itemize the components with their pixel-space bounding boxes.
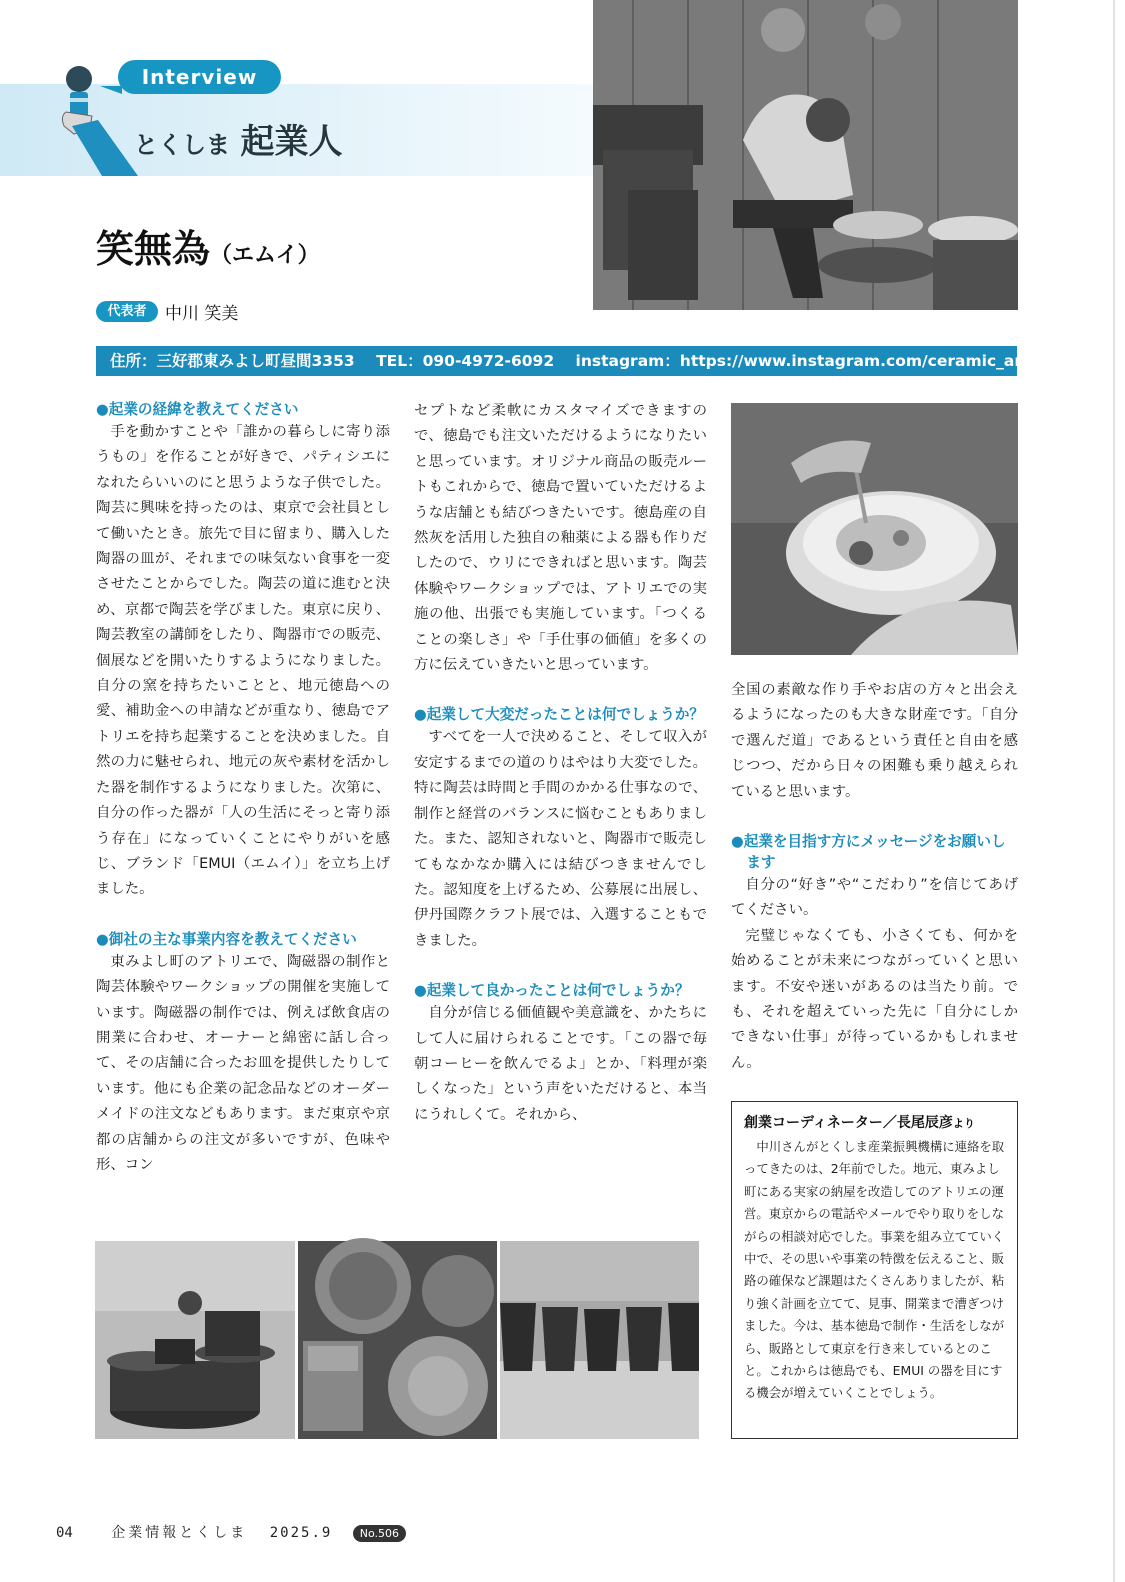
photo-textured-plates — [298, 1241, 497, 1439]
company-name-text: 笑無為 — [96, 226, 211, 271]
section-gap — [414, 954, 707, 980]
paragraph: 全国の素敵な作り手やお店の方々と出会えるようになったのも大きな財産です。「自分で選んだ道」であるという責任と自由を感じつつ、だから日々の困難も乗り越えられていると思います。 — [731, 682, 1018, 800]
representative-name: 中川 笑美 — [165, 304, 239, 324]
magazine-name: 企業情報とくしま — [111, 1525, 248, 1541]
section-gap — [414, 678, 707, 704]
section-heading: ●起業の経緯を教えてください — [96, 401, 299, 418]
paragraph: セプトなど柔軟にカスタマイズできますので、徳島でも注文いただけるようになりたいと思っています。オリジナル商品の販売ルートもこれからで、徳島で置いていただけるような店舗とも結びつきたいです。徳島産の自然灰を活用した独自の釉薬による器も作りだしたので、ウリにできればと思います。陶芸体験やワークショップでは、アトリエでの実施の他、出張でも実施しています。「つくることの楽しさ」や「手仕事の価値」を多くの方に伝えていきたいと思っています。 — [414, 403, 707, 674]
coordinator-title-text: 創業コーディネーター／長尾辰彦 — [744, 1115, 953, 1131]
representative-badge: 代表者 — [96, 301, 158, 322]
interview-badge: Interview — [118, 60, 281, 94]
article-column-3 — [731, 678, 1018, 1076]
paragraph: 自分が信じる価値観や美意識を、かたちにして人に届けられることです。「この器で毎朝コーヒーを飲んでるよ」とか、「料理が楽しくなった」という声をいただけると、本当にうれしくて。それから、 — [414, 1005, 707, 1123]
company-reading: （エムイ） — [210, 243, 320, 268]
photo-potter-at-wheel — [593, 0, 1018, 310]
series-title-main: 起業人 — [240, 122, 343, 162]
article-column-2 — [414, 399, 707, 1128]
address-text: 住所：三好郡東みよし町昼間3353 — [110, 352, 355, 370]
page-footer — [56, 1522, 406, 1542]
series-title-prefix: とくしま — [134, 131, 230, 159]
tel-text: TEL：090-4972-6092 — [376, 352, 555, 370]
paragraph: 完璧じゃなくても、小さくても、何かを始めることが未来につながっていくと思います。不安や迷いがあるのは当たり前。でも、それを超えていった先に「自分にしかできない仕事」が待っているかもしれません。 — [731, 927, 1018, 1071]
coordinator-title — [744, 1112, 1009, 1132]
paragraph: 東みよし町のアトリエで、陶磁器の制作と陶芸体験やワークショップの開催を実施しています。陶磁器の制作では、例えば飲食店の開業に合わせ、オーナーと綿密に話し合って、その店舗に合ったお皿を提供したりしています。他にも企業の記念品などのオーダーメイドの注文などもあります。まだ東京や京都の店舗からの注文が多いですが、色味や形、コン — [96, 953, 390, 1173]
section-heading: ●起業して良かったことは何でしょうか？ — [414, 982, 690, 1000]
page-edge-rule — [1113, 0, 1115, 1582]
contact-info-bar — [96, 346, 1081, 376]
section-heading: ●起業して大変だったことは何でしょうか？ — [414, 706, 705, 724]
photo-cups-row — [500, 1241, 699, 1439]
photo-stacked-dishes — [95, 1241, 295, 1439]
company-name — [96, 218, 320, 273]
instagram-link[interactable]: instagram：https://www.instagram.com/ceramic_art_emui — [575, 352, 1081, 370]
coordinator-comment-box — [731, 1101, 1018, 1439]
photo-bowl-dessert — [731, 403, 1018, 655]
section-gap — [96, 903, 390, 929]
section-heading: ●起業を目指す方にメッセージをお願いします — [731, 833, 1006, 872]
coordinator-body: 中川さんがとくしま産業振興機構に連絡を取ってきたのは、2年前でした。地元、東みよし町にある実家の納屋を改造してのアトリエの運営。東京からの電話やメールでやり取りをしながらの相談対応でした。事業を組み立てていく中で、その思いや事業の特徴を伝えること、販路の確保など課題はたくさんありましたが、粘り強く計画を立てて、見事、開業まで漕ぎつけました。今は、基本徳島で制作・生活をしながら、販路として東京を行き来しているとのこと。これからは徳島でも、EMUI の器を目にする機会が増えていくことでしょう。 — [744, 1139, 1005, 1401]
section-gap — [731, 805, 1018, 831]
article-column-1 — [96, 399, 390, 1178]
series-title — [134, 114, 342, 163]
coordinator-title-suffix: より — [952, 1117, 975, 1130]
page-number: 04 — [56, 1525, 73, 1541]
paragraph: 手を動かすことや「誰かの暮らしに寄り添うもの」を作ることが好きで、パティシエになれたらいいのにと思うような子供でした。陶芸に興味を持ったのは、東京で会社員として働いたとき。旅先で目に留まり、購入した陶器の皿が、それまでの味気ない食事を一変させたことからでした。陶芸の道に進むと決め、京都で陶芸を学びました。東京に戻り、陶芸教室の講師をしたり、陶器市での販売、個展などを開いたりするようになりました。自分の窯を持ちたいことと、地元徳島への愛、補助金への申請などが重なり、徳島でアトリエを持ち起業することを決めました。自然の力に魅せられ、地元の灰や素材を活かした器を制作するようになりました。次第に、自分の作った器が「人の生活にそっと寄り添う存在」になっていくことにやりがいを感じ、ブランド「EMUI（エムイ）」を立ち上げました。 — [96, 424, 390, 898]
paragraph: 自分の“好き”や“こだわり”を信じてあげてください。 — [731, 877, 1018, 919]
paragraph: すべてを一人で決めること、そして収入が安定するまでの道のりはやはり大変でした。特に陶芸は時間と手間のかかる仕事なので、制作と経営のバランスに悩むこともありました。また、認知されないと、陶器市で販売してもなかなか購入には結びつきませんでした。認知度を上げるため、公募展に出展し、伊丹国際クラフト展では、入選することもできました。 — [414, 729, 707, 949]
speech-bubble-tail — [100, 86, 122, 94]
issue-date: 2025.9 — [269, 1525, 333, 1541]
issue-number-badge: No.506 — [353, 1525, 406, 1542]
section-heading: ●御社の主な事業内容を教えてください — [96, 930, 357, 948]
